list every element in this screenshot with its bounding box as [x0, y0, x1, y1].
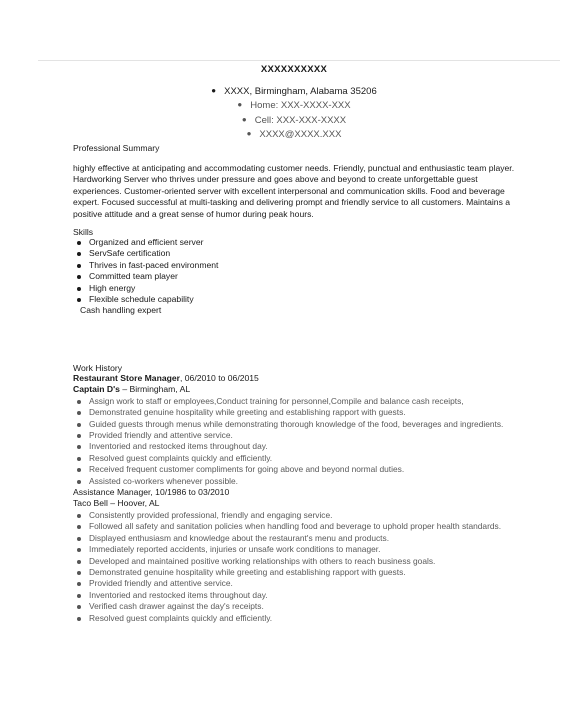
bullet-icon: [77, 400, 81, 404]
bullet-icon: [77, 514, 81, 518]
bullet-icon: [77, 605, 81, 609]
duty-item: [73, 556, 523, 567]
duty-text: Guided guests through menus while demonstrating thorough knowledge of the food, beverages and ingredients.: [89, 418, 504, 429]
duty-item: [73, 521, 523, 532]
job1-dates: , 06/2010 to 06/2015: [179, 373, 259, 383]
skill-item: [73, 237, 219, 248]
bullet-icon: [77, 445, 81, 449]
duty-text: Inventoried and restocked items throughout day.: [89, 441, 268, 452]
skill-item: [73, 260, 219, 271]
skills-section: [73, 227, 523, 317]
duty-item: [73, 567, 523, 578]
duty-item: [73, 396, 523, 407]
top-divider: [38, 60, 560, 61]
bullet-icon: [77, 594, 81, 598]
bullet-icon: [77, 525, 81, 529]
skill-label: High energy: [89, 282, 136, 293]
duty-item: [73, 613, 523, 624]
bullet-icon: ●: [241, 114, 247, 124]
home-phone-line: [0, 98, 588, 112]
skills-list: [73, 237, 523, 305]
duty-item: [73, 510, 523, 521]
summary-text: highly effective at anticipating and accommodating customer needs. Friendly, punctual and enthusiastic team player. Hardworking Server who thrives under pressure and goes above and beyond to create unforgettable guest experiences. Customer-oriented server with excellent interpersonal and communication skills. Food and beverage expert. Focused successful at multi-tasking and delivering prompt and friendly service to all customers. Maintains a positive attitude and a great sense of humor during peak hours.: [73, 163, 515, 219]
duty-text: Immediately reported accidents, injuries or unsafe work conditions to manager.: [89, 544, 381, 555]
skill-item: [73, 294, 219, 305]
summary-heading: Professional Summary: [73, 143, 160, 153]
job2-title: Assistance Manager, 10/1986 to 03/2010: [73, 487, 230, 498]
address-text: XXXX, Birmingham, Alabama 35206: [224, 86, 377, 97]
bullet-icon: [77, 537, 81, 541]
candidate-name: XXXXXXXXXX: [260, 64, 328, 75]
skills-heading: Skills: [73, 227, 94, 237]
duty-item: [73, 419, 523, 430]
duty-text: Developed and maintained positive working relationships with others to reach business goals.: [89, 555, 436, 566]
skill-label: Thrives in fast-paced environment: [89, 259, 219, 270]
skill-extra: Cash handling expert: [80, 305, 162, 316]
duty-text: Consistently provided professional, friendly and engaging service.: [89, 509, 333, 520]
work-history-section: [73, 363, 523, 624]
duty-text: Provided friendly and attentive service.: [89, 430, 233, 441]
duty-text: Provided friendly and attentive service.: [89, 578, 233, 589]
duty-text: Received frequent customer compliments for going above and beyond normal duties.: [89, 464, 405, 475]
bullet-icon: [77, 480, 81, 484]
skill-item: [73, 283, 219, 294]
bullet-icon: [77, 252, 81, 256]
duty-text: Assisted co-workers whenever possible.: [89, 475, 238, 486]
duty-item: [73, 533, 523, 544]
duty-item: [73, 578, 523, 589]
duty-item: [73, 453, 523, 464]
address-line: [0, 84, 588, 98]
duty-text: Resolved guest complaints quickly and efficiently.: [89, 452, 273, 463]
bullet-icon: [77, 582, 81, 586]
bullet-icon: ●: [246, 129, 252, 139]
bullet-icon: ●: [211, 86, 217, 95]
bullet-icon: [77, 560, 81, 564]
skill-label: Committed team player: [89, 271, 178, 282]
duty-text: Followed all safety and sanitation policies when handling food and beverage to uphold proper health standards.: [89, 521, 502, 532]
bullet-icon: [77, 617, 81, 621]
skill-label: Organized and efficient server: [89, 237, 204, 247]
cell-phone-line: [0, 113, 588, 127]
bullet-icon: [77, 434, 81, 438]
bullet-icon: [77, 548, 81, 552]
duty-item: [73, 544, 523, 555]
bullet-icon: [77, 298, 81, 302]
contact-list: [0, 84, 588, 142]
job2-company: Taco Bell – Hoover, AL: [73, 498, 160, 509]
email-line: [0, 127, 588, 141]
duty-item: [73, 430, 523, 441]
bullet-icon: [77, 423, 81, 427]
duty-text: Displayed enthusiasm and knowledge about the restaurant's menu and products.: [89, 532, 390, 543]
home-phone-text: Home: XXX-XXXX-XXX: [250, 100, 351, 112]
bullet-icon: [77, 275, 81, 279]
duty-text: Assign work to staff or employees,Conduct training for personnel,Compile and balance cash receipts,: [89, 395, 464, 406]
skill-label: ServSafe certification: [89, 248, 171, 259]
bullet-icon: [77, 241, 81, 245]
job1-duties: [73, 396, 523, 487]
duty-text: Demonstrated genuine hospitality while greeting and establishing rapport with guests.: [89, 566, 406, 577]
duty-item: [73, 407, 523, 418]
duty-text: Inventoried and restocked items throughout day.: [89, 589, 268, 600]
bullet-icon: [77, 468, 81, 472]
duty-item: [73, 464, 523, 475]
duty-item: [73, 590, 523, 601]
job1-company-text: Captain D's: [73, 384, 120, 395]
bullet-icon: ●: [237, 100, 243, 110]
duty-item: [73, 441, 523, 452]
skill-item: [73, 271, 219, 282]
skill-item: [73, 248, 219, 259]
job1-title-text: Restaurant Store Manager: [73, 373, 180, 383]
email-text: XXXX@XXXX.XXX: [259, 129, 342, 141]
bullet-icon: [77, 287, 81, 291]
job1-company: [73, 384, 523, 395]
job1-location: – Birmingham, AL: [119, 384, 191, 395]
duty-text: Verified cash drawer against the day's receipts.: [89, 601, 264, 612]
work-history-heading: Work History: [73, 363, 123, 373]
skill-label: Flexible schedule capability: [89, 294, 194, 305]
summary-section: [73, 143, 523, 220]
bullet-icon: [77, 571, 81, 575]
bullet-icon: [77, 411, 81, 415]
bullet-icon: [77, 457, 81, 461]
duty-item: [73, 601, 523, 612]
job2-duties: [73, 510, 523, 624]
bullet-icon: [77, 264, 81, 268]
duty-item: [73, 476, 523, 487]
job1-title: [73, 373, 523, 384]
duty-text: Resolved guest complaints quickly and efficiently.: [89, 612, 273, 623]
duty-text: Demonstrated genuine hospitality while greeting and establishing rapport with guests.: [89, 407, 406, 418]
cell-phone-text: Cell: XXX-XXX-XXXX: [254, 114, 347, 126]
